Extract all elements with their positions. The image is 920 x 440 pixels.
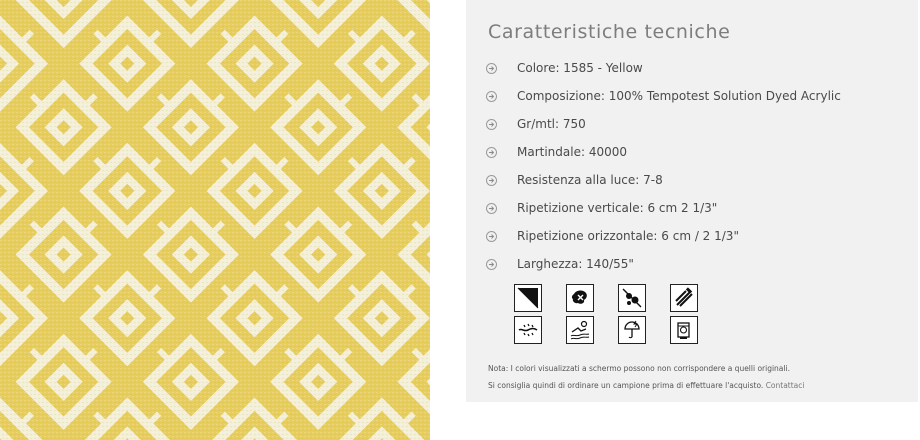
arrow-circle-icon xyxy=(486,63,497,74)
note-line-1: Nota: I colori visualizzati a schermo possono non corrispondere a quelli originali. xyxy=(488,364,790,373)
care-icons-grid xyxy=(514,284,700,344)
spec-text: Composizione: 100% Tempotest Solution Dyed Acrylic xyxy=(517,89,841,103)
specs-list xyxy=(486,54,841,278)
outdoor-use-icon xyxy=(566,316,594,344)
spec-horizontal-repeat xyxy=(486,222,841,250)
water-repellent-icon xyxy=(514,316,542,344)
spec-weight xyxy=(486,110,841,138)
spec-light-fastness xyxy=(486,166,841,194)
disclaimer-note xyxy=(488,360,805,394)
spec-martindale xyxy=(486,138,841,166)
arrow-circle-icon xyxy=(486,203,497,214)
spec-text: Colore: 1585 - Yellow xyxy=(517,61,643,75)
spec-color xyxy=(486,54,841,82)
spec-composition xyxy=(486,82,841,110)
spec-text: Martindale: 40000 xyxy=(517,145,628,159)
arrow-circle-icon xyxy=(486,91,497,102)
spec-text: Larghezza: 140/55" xyxy=(517,257,634,271)
spec-text: Ripetizione orizzontale: 6 cm / 2 1/3" xyxy=(517,229,739,243)
note-line-2 xyxy=(488,377,805,394)
abrasion-icon xyxy=(670,284,698,312)
spec-text: Gr/mtl: 750 xyxy=(517,117,586,131)
stain-resistance-icon xyxy=(566,284,594,312)
spec-text: Resistenza alla luce: 7-8 xyxy=(517,173,663,187)
arrow-circle-icon xyxy=(486,119,497,130)
weather-resistant-icon xyxy=(618,316,646,344)
spec-text: Ripetizione verticale: 6 cm 2 1/3" xyxy=(517,201,718,215)
arrow-circle-icon xyxy=(486,147,497,158)
note-line-2-text: Si consiglia quindi di ordinare un campione prima di effettuare l'acquisto. xyxy=(488,381,764,390)
arrow-circle-icon xyxy=(486,175,497,186)
spec-vertical-repeat xyxy=(486,194,841,222)
fabric-swatch-image xyxy=(0,0,430,440)
contact-link[interactable]: Contattaci xyxy=(765,381,805,390)
mould-resistance-icon xyxy=(618,284,646,312)
spec-width xyxy=(486,250,841,278)
washable-icon xyxy=(670,316,698,344)
arrow-circle-icon xyxy=(486,259,497,270)
technical-specs-panel xyxy=(466,0,918,402)
specs-title: Caratteristiche tecniche xyxy=(488,21,731,43)
arrow-circle-icon xyxy=(486,231,497,242)
light-fastness-icon xyxy=(514,284,542,312)
